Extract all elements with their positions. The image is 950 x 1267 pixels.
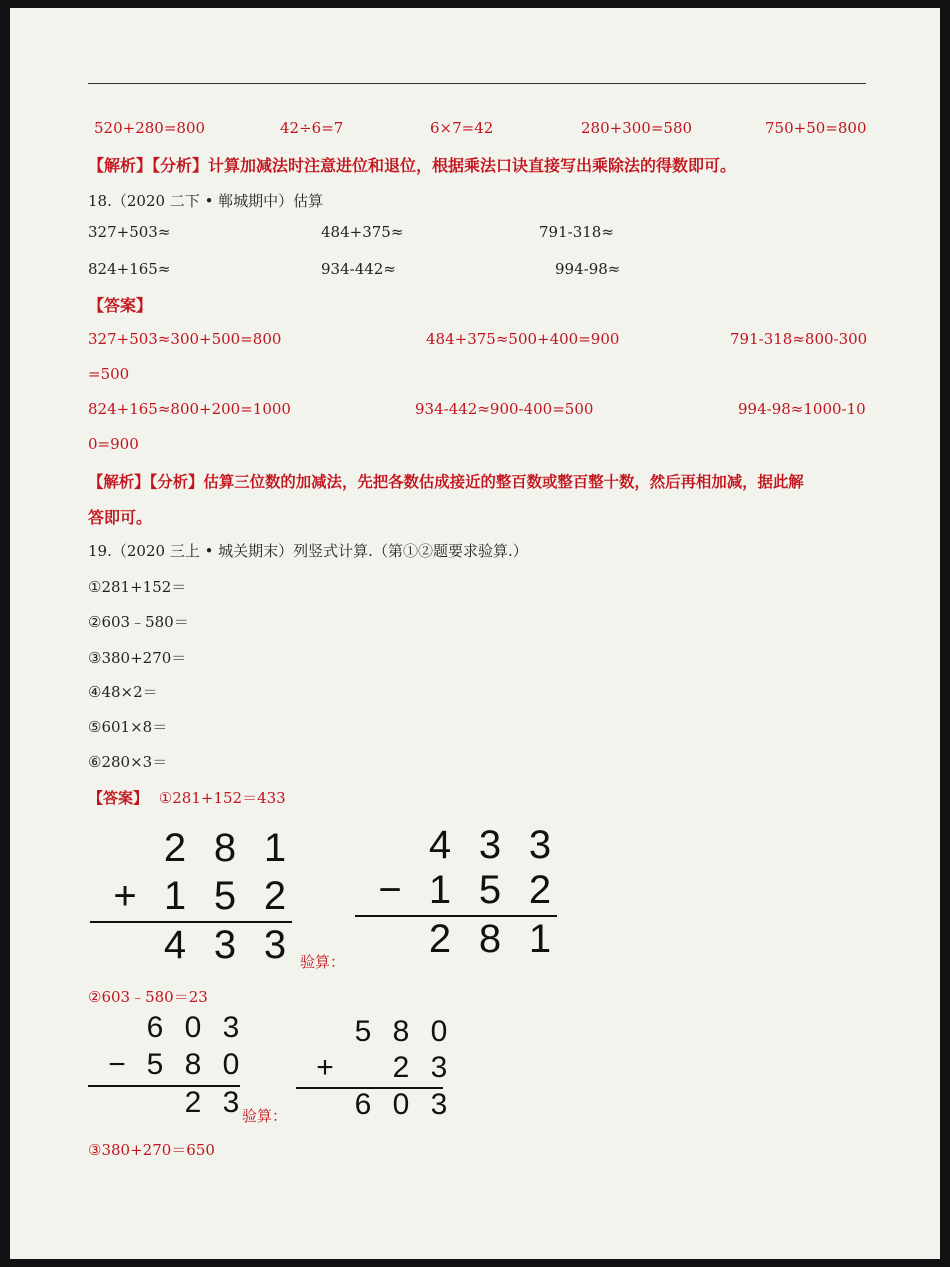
check2-top-row: [306, 1015, 458, 1049]
q18-problem-6: 994-98≈: [555, 260, 621, 278]
vertical-digit: 2: [184, 1086, 202, 1119]
vertical-digit: 4: [428, 823, 452, 867]
q18-problem-1: 327+503≈: [88, 223, 171, 241]
calc2-result-row: [98, 1086, 250, 1120]
q18-answer-2: 484+375≈500+400=900: [426, 330, 620, 348]
check2-result-row: [306, 1088, 458, 1122]
vertical-digit: 3: [222, 1086, 240, 1119]
vertical-digit: [306, 1015, 344, 1049]
check1-result-row: [365, 917, 565, 962]
q17-answer-4: 280+300=580: [581, 119, 693, 137]
q18-title: 18.（2020 二下 • 郸城期中）估算: [88, 192, 324, 210]
vertical-digit: 0: [430, 1015, 448, 1048]
vertical-digit: 1: [163, 874, 187, 918]
vertical-digit: [365, 917, 415, 962]
vertical-digit: 3: [430, 1051, 448, 1084]
vertical-digit: [98, 1086, 136, 1120]
q18-problem-3: 791-318≈: [539, 223, 614, 241]
q19-problem-1: ①281+152＝: [88, 578, 187, 596]
q19-answer-2: ②603﹣580＝23: [88, 988, 208, 1006]
q19-problem-3: ③380+270＝: [88, 649, 187, 667]
vertical-digit: 5: [146, 1048, 164, 1081]
calc1-top-row: [100, 826, 300, 871]
calc1-result-row: [100, 923, 300, 968]
vertical-digit: 2: [428, 917, 452, 961]
vertical-digit: 3: [222, 1011, 240, 1044]
q19-problem-5: ⑤601×8＝: [88, 718, 168, 736]
vertical-digit: [306, 1088, 344, 1122]
q18-answer-5: 934-442≈900-400=500: [415, 400, 594, 418]
vertical-digit: 0: [392, 1088, 410, 1121]
q18-analysis-line2: 答即可。: [88, 508, 153, 527]
vertical-digit: 4: [163, 923, 187, 967]
q19-problem-6: ⑥280×3＝: [88, 753, 168, 771]
q17-answer-5: 750+50=800: [765, 119, 867, 137]
worksheet-page: [10, 8, 940, 1259]
q18-problem-2: 484+375≈: [321, 223, 404, 241]
q19-answer-3: ③380+270＝650: [88, 1141, 215, 1159]
vertical-digit: 8: [213, 826, 237, 870]
check2-mid-row: [306, 1051, 458, 1085]
vertical-digit: 0: [184, 1011, 202, 1044]
q18-problem-4: 824+165≈: [88, 260, 171, 278]
vertical-digit: 3: [263, 923, 287, 967]
q19-answer-1-text: ①281+152＝433: [158, 789, 286, 807]
vertical-digit: 5: [478, 868, 502, 912]
calc1-mid-row: [100, 874, 300, 919]
vertical-digit: 8: [392, 1015, 410, 1048]
vertical-digit: −: [108, 1048, 126, 1081]
q18-answer-label: 【答案】: [88, 296, 153, 315]
vertical-digit: 6: [146, 1011, 164, 1044]
q18-answer-3: 791-318≈800-300: [730, 330, 868, 348]
q18-answer-4: 824+165≈800+200=1000: [88, 400, 291, 418]
q19-answer-label: 【答案】: [88, 789, 149, 807]
calc2-mid-row: [98, 1048, 250, 1082]
vertical-digit: 2: [392, 1051, 410, 1084]
vertical-digit: 6: [354, 1088, 372, 1121]
vertical-digit: 3: [528, 823, 552, 867]
vertical-digit: [100, 826, 150, 871]
q17-answer-2: 42÷6=7: [280, 119, 344, 137]
vertical-digit: 1: [428, 868, 452, 912]
vertical-digit: [100, 923, 150, 968]
vertical-digit: 2: [163, 826, 187, 870]
vertical-digit: 3: [430, 1088, 448, 1121]
vertical-digit: 0: [222, 1048, 240, 1081]
check1-top-row: [365, 823, 565, 868]
vertical-digit: 3: [213, 923, 237, 967]
vertical-digit: +: [316, 1051, 334, 1084]
vertical-digit: 5: [354, 1015, 372, 1048]
q19-answer-1: [88, 787, 286, 808]
vertical-digit: 1: [263, 826, 287, 870]
vertical-digit: 3: [478, 823, 502, 867]
vertical-digit: 8: [184, 1048, 202, 1081]
check1-mid-row: [365, 868, 565, 913]
q19-problem-4: ④48×2＝: [88, 683, 158, 701]
q17-analysis: 【解析】【分析】计算加减法时注意进位和退位，根据乘法口诀直接写出乘除法的得数即可。: [88, 156, 737, 175]
q18-answer-6-cont: 0=900: [88, 435, 139, 453]
q17-answer-1: 520+280=800: [94, 119, 206, 137]
vertical-digit: [136, 1086, 174, 1120]
vertical-digit: −: [378, 868, 402, 912]
q18-answer-1: 327+503≈300+500=800: [88, 330, 282, 348]
vertical-digit: [344, 1051, 382, 1085]
vertical-digit: 5: [213, 874, 237, 918]
calc2-top-row: [98, 1011, 250, 1045]
vertical-digit: +: [113, 874, 137, 918]
q18-analysis-line1: 【解析】【分析】估算三位数的加减法，先把各数估成接近的整百数或整百整十数，然后再相加减，据此解: [88, 473, 804, 491]
vertical-digit: 2: [263, 874, 287, 918]
q17-answer-3: 6×7=42: [430, 119, 494, 137]
vertical-digit: 1: [528, 917, 552, 961]
q19-problem-2: ②603﹣580＝: [88, 613, 189, 631]
check-label-1: 验算：: [300, 953, 346, 971]
vertical-digit: 2: [528, 868, 552, 912]
q18-problem-5: 934-442≈: [321, 260, 396, 278]
q18-answer-6: 994-98≈1000-10: [738, 400, 866, 418]
q18-answer-3-cont: =500: [88, 365, 130, 383]
vertical-digit: 8: [478, 917, 502, 961]
q19-title: 19.（2020 三上 • 城关期末）列竖式计算.（第①②题要求验算.）: [88, 542, 528, 560]
header-rule: [88, 83, 866, 84]
check-label-2: 验算：: [242, 1107, 288, 1125]
vertical-digit: [98, 1011, 136, 1045]
vertical-digit: [365, 823, 415, 868]
